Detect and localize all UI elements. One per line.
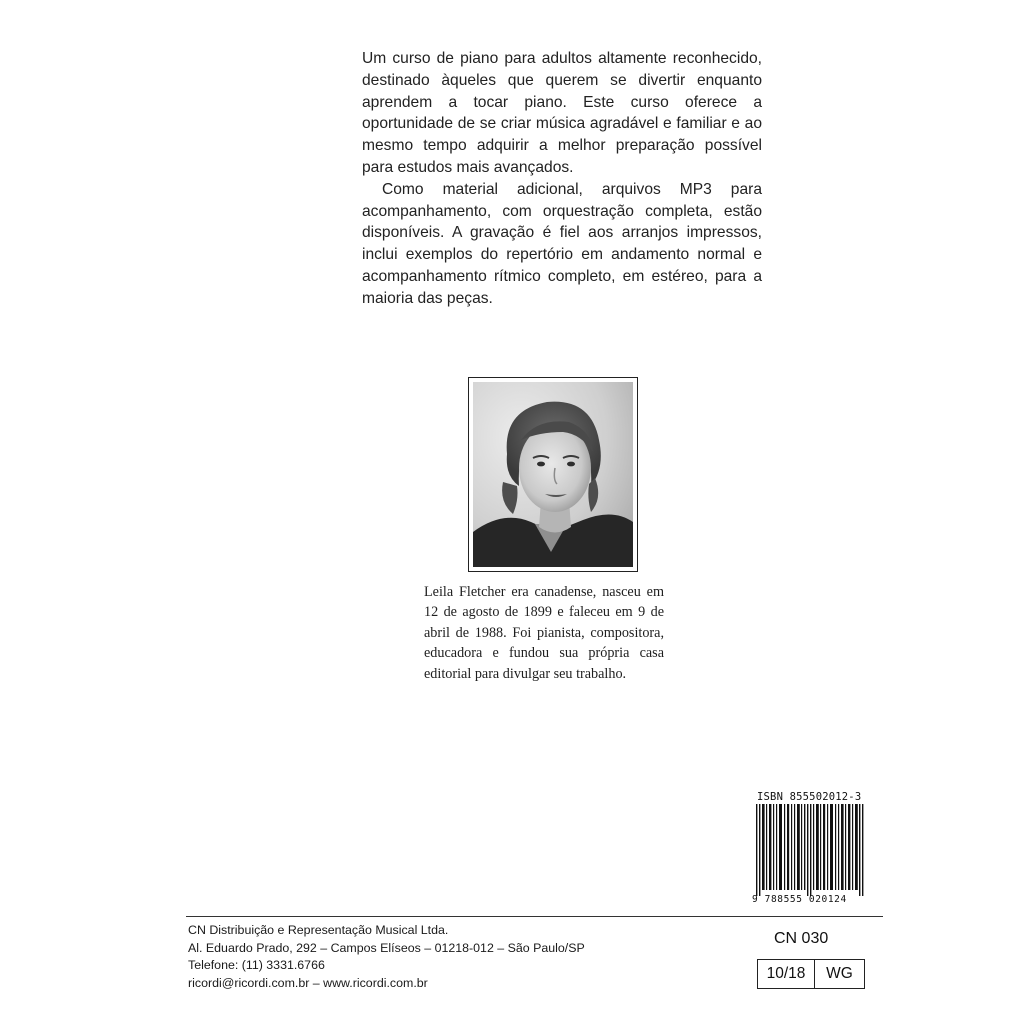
author-bio: Leila Fletcher era canadense, nasceu em 12 de agosto de 1899 e faleceu em 9 de abril de 1988. Foi pianista, compositora, educadora e fundou sua própria casa editorial para divulgar seu trabalho. [424, 584, 664, 682]
barcode-digits: 9 788555 020124 [752, 894, 847, 905]
intro-paragraph-1: Um curso de piano para adultos altamente reconhecido, destinado àqueles que querem se divertir enquanto aprendem a tocar piano. Este curso oferece a oportunidade de se criar música agradável e familiar e ao mesmo tempo adquirir a melhor preparação possível para estudos mais avançados. [362, 50, 762, 176]
isbn-label: ISBN 855502012-3 [757, 791, 862, 803]
author-caption [424, 582, 664, 684]
print-code-box [757, 959, 865, 989]
barcode [752, 790, 868, 908]
publisher-info [188, 922, 585, 992]
publisher-address: Al. Eduardo Prado, 292 – Campos Elíseos – 01218-012 – São Paulo/SP [188, 940, 585, 955]
author-photo-frame [468, 377, 638, 572]
intro-paragraph-2: Como material adicional, arquivos MP3 para acompanhamento, com orquestração completa, estão disponíveis. A gravação é fiel aos arranjos impressos, inclui exemplos do repertório em andamento normal e acompanhamento rítmico completo, em estéreo, para a maioria das peças. [362, 180, 762, 307]
footer-divider [186, 916, 883, 917]
publisher-name: CN Distribuição e Representação Musical Ltda. [188, 923, 449, 937]
barcode-bars [752, 804, 868, 896]
publisher-phone: Telefone: (11) 3331.6766 [188, 958, 325, 973]
publisher-web: ricordi@ricordi.com.br – www.ricordi.com.br [188, 975, 428, 990]
print-date: 10/18 [758, 960, 815, 988]
catalog-code: CN 030 [774, 930, 829, 947]
print-initials: WG [826, 965, 853, 982]
intro-text [362, 48, 762, 310]
author-photo [473, 382, 633, 567]
